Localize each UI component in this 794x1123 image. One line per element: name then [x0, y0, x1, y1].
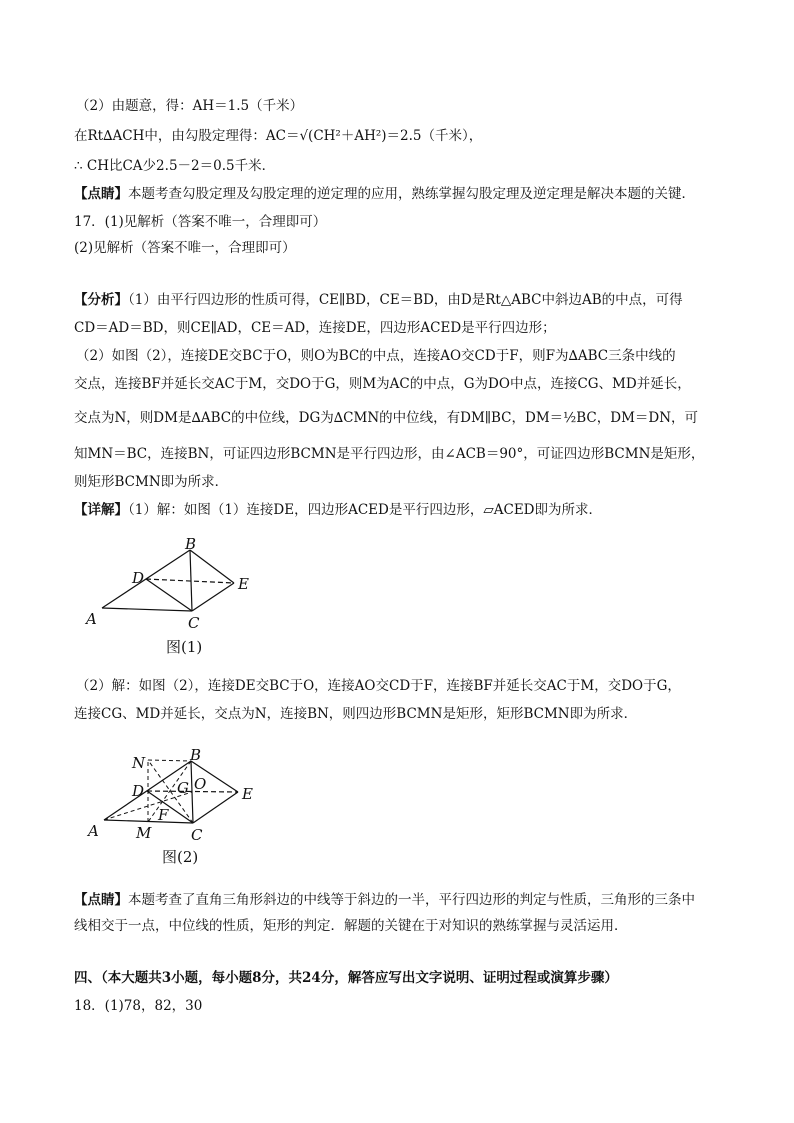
label-n: N: [132, 754, 146, 772]
label-a: A: [88, 822, 99, 840]
analysis-line-2: CD＝AD＝BD，则CE∥AD，CE＝AD，连接DE，四边形ACED是平行四边形；: [74, 320, 556, 336]
segment-dc: [146, 579, 192, 611]
label-e: E: [238, 575, 249, 593]
comment-2-line-1: [74, 890, 695, 910]
segment-be: [190, 550, 234, 583]
figure-1-caption: 图(1): [166, 638, 203, 656]
segment-de-dashed: [146, 579, 234, 583]
label-b: B: [185, 538, 197, 553]
detail-line-3: 连接CG、MD并延长，交点为N，连接BN，则四边形BCMN是矩形，矩形BCMN即为所求．: [74, 706, 638, 722]
answer-17-2: (2)见解析（答案不唯一，合理即可）: [74, 240, 296, 256]
label-a: A: [86, 610, 97, 628]
comment-line-1: [74, 184, 695, 204]
section-four-heading: 四、（本大题共3小题，每小题8分，共24分，解答应写出文字说明、证明过程或演算步骤）: [74, 970, 618, 986]
label-g: G: [177, 779, 189, 797]
analysis-line-5: 交点为N，则DM是∆ABC的中位线，DG为∆CMN的中位线，有DM∥BC，DM＝½BC，DM＝DN，可: [74, 410, 699, 426]
label-e: E: [242, 785, 253, 803]
label-m: M: [136, 824, 152, 842]
label-c: C: [191, 826, 203, 844]
comment-text: 本题考查勾股定理及勾股定理的逆定理的应用，熟练掌握勾股定理及逆定理是解决本题的关键．: [128, 186, 695, 202]
figure-2-diagram: [80, 744, 280, 844]
segment-nb-dashed: [148, 760, 191, 761]
label-o: O: [194, 775, 207, 793]
figure-2-caption: 图(2): [162, 848, 199, 866]
label-b: B: [190, 746, 202, 764]
detail-line-1: [74, 500, 602, 520]
answer-18-1: 18．(1)78，82，30: [74, 998, 203, 1014]
comment-2-text-1: 本题考查了直角三角形斜边的中线等于斜边的一半，平行四边形的判定与性质，三角形的三条中: [128, 892, 695, 908]
label-f: F: [158, 806, 169, 824]
comment-2-line-2: 线相交于一点，中位线的性质，矩形的判定．解题的关键在于对知识的熟练掌握与灵活运用．: [74, 918, 628, 934]
comment-tag: 【点睛】: [74, 186, 128, 202]
detail-line-2: （2）解：如图（2），连接DE交BC于O，连接AO交CD于F，连接BF并延长交AC于M，交DO于G，: [76, 678, 681, 694]
text-line-conclusion: ∴ CH比CA少2.5－2＝0.5千米．: [74, 158, 276, 174]
analysis-text-1: （1）由平行四边形的性质可得，CE∥BD，CE＝BD，由D是Rt△ABC中斜边AB的中点，可得: [128, 292, 683, 308]
figure-1-diagram: [80, 538, 270, 633]
analysis-line-4: 交点，连接BF并延长交AC于M，交DO于G，则M为AC的中点，G为DO中点，连接CG、MD并延长，: [74, 376, 691, 392]
detail-text-1: （1）解：如图（1）连接DE，四边形ACED是平行四边形，▱ACED即为所求．: [128, 502, 603, 518]
comment-2-tag: 【点睛】: [74, 892, 128, 908]
text-line-ah: （2）由题意，得：AH＝1.5（千米）: [76, 98, 304, 114]
analysis-tag: 【分析】: [74, 292, 128, 308]
segment-ac: [102, 608, 192, 611]
label-d: D: [132, 782, 145, 800]
analysis-line-6: 知MN＝BC，连接BN，可证四边形BCMN是平行四边形，由∠ACB＝90°，可证四边形BCMN是矩形，: [74, 446, 705, 462]
analysis-line-7: 则矩形BCMN即为所求．: [74, 474, 229, 490]
answer-17-1: 17．(1)见解析（答案不唯一，合理即可）: [74, 214, 327, 230]
segment-ce: [193, 792, 238, 823]
label-c: C: [188, 614, 200, 632]
label-d: D: [132, 569, 145, 587]
analysis-line-1: [74, 290, 683, 310]
analysis-line-3: （2）如图（2），连接DE交BC于O，则O为BC的中点，连接AO交CD于F，则F为∆ABC三条中线的: [76, 348, 676, 364]
text-line-pythagoras: 在Rt∆ACH中，由勾股定理得：AC＝√(CH²＋AH²)＝2.5（千米），: [74, 128, 483, 144]
segment-ce: [192, 583, 234, 611]
detail-tag: 【详解】: [74, 502, 128, 518]
